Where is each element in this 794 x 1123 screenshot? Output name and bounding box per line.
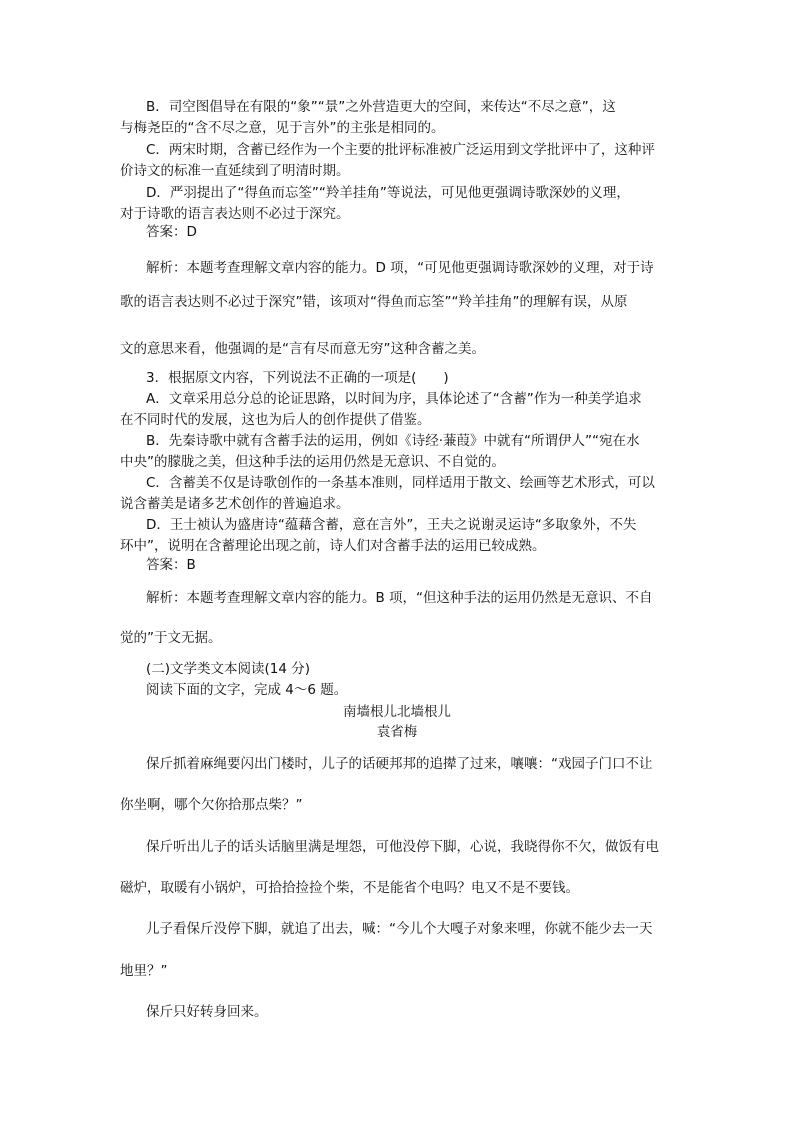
- q3-option-a-line-1: A．文章采用总分总的论证思路，以时间为序，具体论述了“含蓄”作为一种美学追求: [146, 391, 642, 407]
- answer-label: 答案：B: [146, 557, 196, 573]
- story-paragraph-1-line-2: 你坐啊，哪个欠你拾那点柴？”: [120, 797, 303, 813]
- q3-option-d-line-2: 环中”，说明在含蓄理论出现之前，诗人们对含蓄手法的运用已较成熟。: [120, 538, 546, 554]
- q3-option-a-line-2: 在不同时代的发展，这也为后人的创作提供了借鉴。: [120, 412, 431, 428]
- answer-label: 答案：D: [146, 224, 197, 240]
- q3-option-d-line-1: D．王士祯认为盛唐诗“蕴藉含蓄，意在言外”，王夫之说谢灵运诗“多取象外，不失: [146, 517, 637, 533]
- section-instruction: 阅读下面的文字，完成 4～6 题。: [146, 682, 348, 698]
- q3-option-b-line-1: B．先秦诗歌中就有含蓄手法的运用，例如《诗经·蒹葭》中就有“所谓伊人”“宛在水: [146, 433, 640, 449]
- option-c-line-2: 价诗文的标准一直延续到了明清时期。: [120, 163, 350, 179]
- story-paragraph-2-line-2: 磁炉，取暖有小锅炉，可拾拾捡捡个柴，不是能省个电吗？电又不是不要钱。: [120, 880, 579, 896]
- story-paragraph-4-line-1: 保斤只好转身回来。: [146, 1004, 268, 1020]
- story-paragraph-3-line-1: 儿子看保斤没停下脚，就追了出去，喊：“今儿个大嘎子对象来哩，你就不能少去一天: [146, 921, 653, 937]
- story-author: 袁省梅: [376, 724, 418, 740]
- analysis-line-1: 解析：本题考查理解文章内容的能力。D 项，“可见他更强调诗歌深妙的义理，对于诗: [146, 260, 654, 276]
- analysis-line-1: 解析：本题考查理解文章内容的能力。B 项，“但这种手法的运用仍然是无意识、不自: [146, 590, 653, 606]
- analysis-line-2: 歌的语言表达则不必过于深究”错，该项对“得鱼而忘筌”“羚羊挂角”的理解有误，从原: [120, 294, 628, 310]
- question-3: 3．根据原文内容，下列说法不正确的一项是( ): [146, 370, 449, 386]
- q3-option-b-line-2: 中央”的朦胧之美，但这种手法的运用仍然是无意识、不自觉的。: [120, 454, 505, 470]
- option-d-line-2: 对于诗歌的语言表达则不必过于深究。: [120, 206, 350, 222]
- story-title: 南墙根儿北墙根儿: [343, 704, 451, 720]
- option-c-line-1: C．两宋时期，含蓄已经作为一个主要的批评标准被广泛运用到文学批评中了，这种评: [146, 142, 655, 158]
- analysis-line-2: 觉的”于文无据。: [120, 630, 222, 646]
- q3-option-c-line-2: 说含蓄美是诸多艺术创作的普遍追求。: [120, 496, 350, 512]
- option-b-line-2: 与梅尧臣的“含不尽之意，见于言外”的主张是相同的。: [120, 120, 445, 136]
- analysis-line-3: 文的意思来看，他强调的是“言有尽而意无穷”这种含蓄之美。: [120, 341, 485, 357]
- q3-option-c-line-1: C．含蓄美不仅是诗歌创作的一条基本准则，同样适用于散文、绘画等艺术形式，可以: [146, 475, 655, 491]
- story-paragraph-2-line-1: 保斤听出儿子的话头话脑里满是埋怨，可他没停下脚，心说，我晓得你不欠，做饭有电: [146, 839, 659, 855]
- story-paragraph-1-line-1: 保斤抓着麻绳要闪出门楼时，儿子的话硬邦邦的追撵了过来，嚷嚷：“戏园子门口不让: [146, 756, 653, 772]
- option-b-line-1: B．司空图倡导在有限的“象”“景”之外营造更大的空间，来传达“不尽之意”，这: [146, 99, 616, 115]
- section-title: (二)文学类文本阅读(14 分): [146, 661, 311, 677]
- option-d-line-1: D．严羽提出了“得鱼而忘筌”“羚羊挂角”等说法，可见他更强调诗歌深妙的义理，: [146, 185, 630, 201]
- story-paragraph-3-line-2: 地里？”: [120, 963, 168, 979]
